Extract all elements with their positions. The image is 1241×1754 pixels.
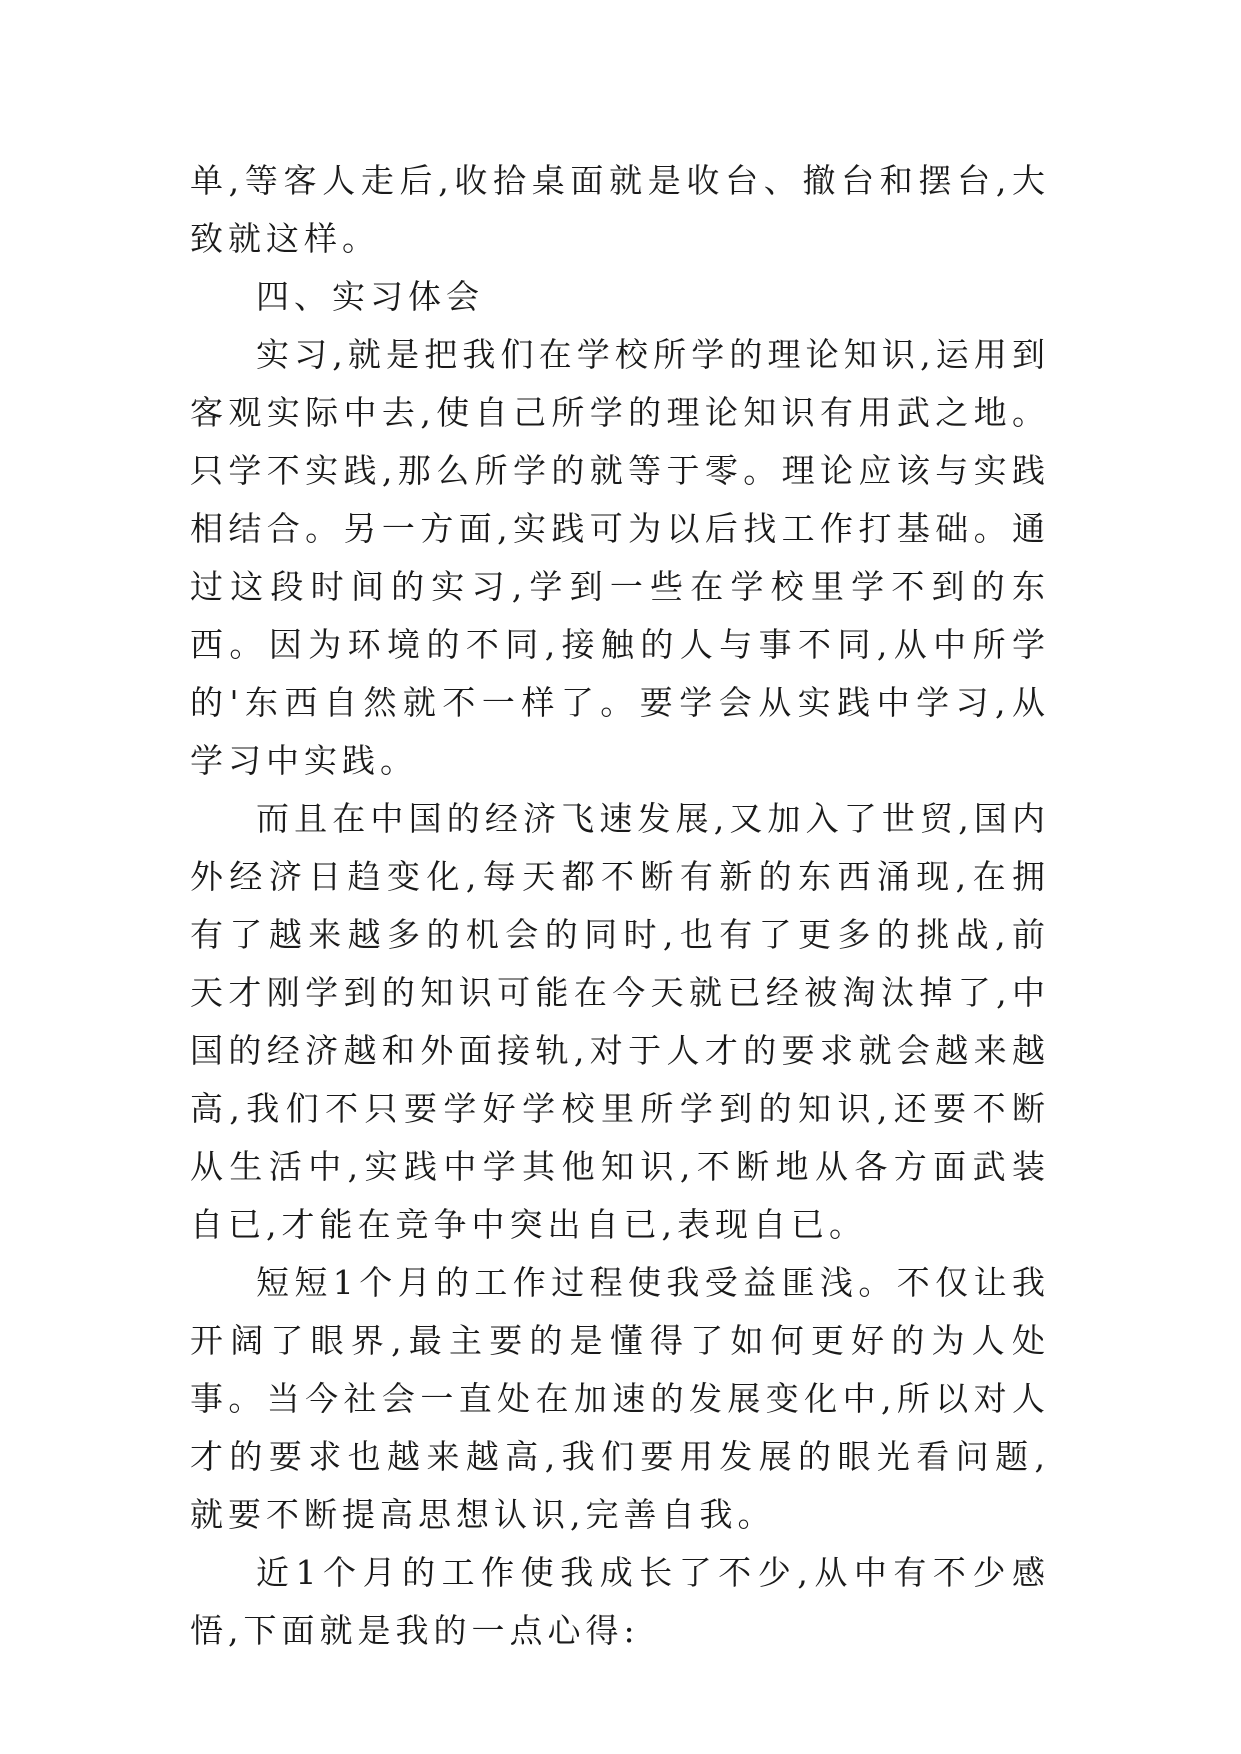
section-heading: 四、实习体会 [256,277,484,316]
document-body [190,152,1050,1660]
paragraph: 近1个月的工作使我成长了不少,从中有不少感悟,下面就是我的一点心得: [190,1553,1050,1650]
paragraph-continuation: 单,等客人走后,收拾桌面就是收台、撤台和摆台,大致就这样。 [190,161,1050,258]
paragraph: 而且在中国的经济飞速发展,又加入了世贸,国内外经济日趋变化,每天都不断有新的东西涌现,在拥有了越来越多的机会的同时,也有了更多的挑战,前天才刚学到的知识可能在今天就已经被淘汰掉了,中国的经济越和外面接轨,对于人才的要求就会越来越高,我们不只要学好学校里所学到的知识,还要不断从生活中,实践中学其他知识,不断地从各方面武装自已,才能在竞争中突出自已,表现自已。 [190,799,1050,1244]
paragraph: 短短1个月的工作过程使我受益匪浅。不仅让我开阔了眼界,最主要的是懂得了如何更好的为人处事。当今社会一直处在加速的发展变化中,所以对人才的要求也越来越高,我们要用发展的眼光看问题,就要不断提高思想认识,完善自我。 [190,1263,1050,1534]
paragraph: 实习,就是把我们在学校所学的理论知识,运用到客观实际中去,使自己所学的理论知识有用武之地。只学不实践,那么所学的就等于零。理论应该与实践相结合。另一方面,实践可为以后找工作打基础。通过这段时间的实习,学到一些在学校里学不到的东西。因为环境的不同,接触的人与事不同,从中所学的'东西自然就不一样了。要学会从实践中学习,从学习中实践。 [190,335,1050,780]
